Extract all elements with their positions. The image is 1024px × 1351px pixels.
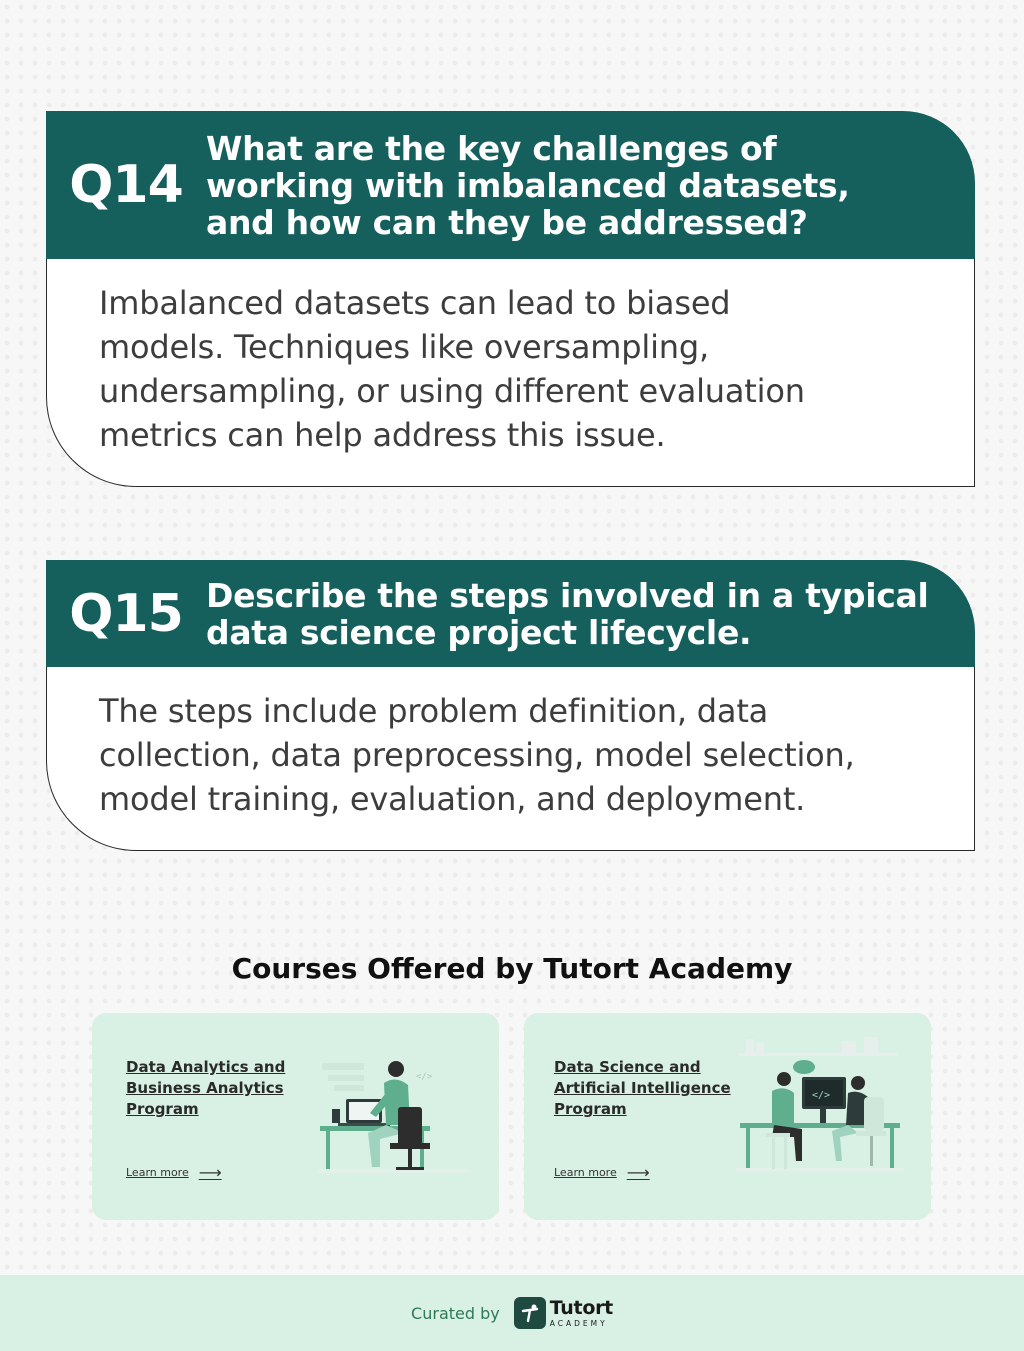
- qa-card-q15: [46, 560, 975, 851]
- analyst-at-desk-illustration: [314, 1033, 484, 1183]
- brand-name: Tutort: [549, 1296, 613, 1319]
- answer-box: [46, 259, 975, 487]
- course-card-data-science-ai[interactable]: [524, 1013, 931, 1220]
- qa-card-q14: [46, 111, 975, 487]
- question-text: What are the key challenges of working with imbalanced datasets, and how can they be addressed?: [206, 128, 850, 242]
- answer-box: [46, 667, 975, 851]
- arrow-right-icon: ⟶: [198, 1163, 222, 1182]
- learn-more-link[interactable]: [126, 1163, 222, 1182]
- footer-bar: [0, 1275, 1024, 1351]
- answer-text: The steps include problem definition, data collection, data preprocessing, model selection, model training, evaluation, and deployment.: [99, 692, 855, 818]
- course-name-link[interactable]: Data Analytics and Business Analytics Program: [126, 1058, 286, 1118]
- tutort-logo-wordmark: [549, 1296, 613, 1328]
- tutort-logo-icon: [514, 1297, 546, 1329]
- learn-more-label: Learn more: [126, 1166, 189, 1179]
- question-number: Q14: [69, 155, 183, 215]
- svg-text:</>: </>: [812, 1090, 831, 1101]
- courses-heading: Courses Offered by Tutort Academy: [231, 952, 793, 985]
- brand-subtitle: ACADEMY: [549, 1318, 608, 1328]
- course-card-data-analytics[interactable]: [92, 1013, 499, 1220]
- question-header: [46, 560, 975, 667]
- curated-by-label: Curated by: [411, 1303, 500, 1323]
- team-coding-illustration: [732, 1033, 912, 1183]
- svg-text:</>: </>: [416, 1072, 433, 1082]
- arrow-right-icon: ⟶: [626, 1163, 650, 1182]
- question-number: Q15: [69, 583, 183, 644]
- course-name-link[interactable]: Data Science and Artificial Intelligence Program: [554, 1058, 731, 1118]
- question-text: Describe the steps involved in a typical data science project lifecycle.: [206, 575, 929, 652]
- question-header: [46, 111, 975, 259]
- learn-more-link[interactable]: [554, 1163, 650, 1182]
- learn-more-label: Learn more: [554, 1166, 617, 1179]
- answer-text: Imbalanced datasets can lead to biased models. Techniques like oversampling, undersampling, or using different evaluation metrics can help address this issue.: [99, 284, 805, 454]
